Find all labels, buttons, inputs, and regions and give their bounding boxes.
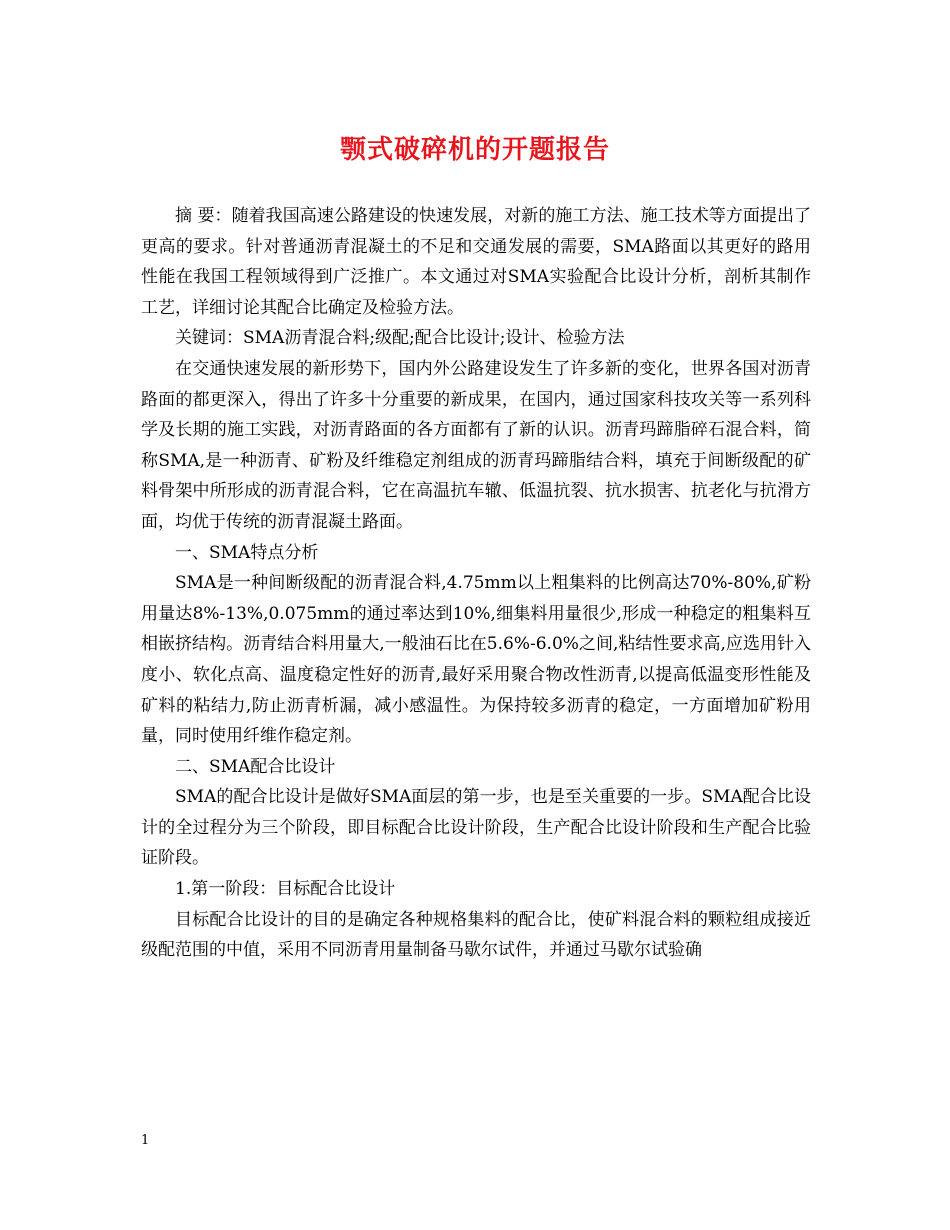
section-heading-2: 二、SMA配合比设计 bbox=[175, 756, 336, 777]
subsection-heading-1: 1.第一阶段：目标配合比设计 bbox=[175, 879, 396, 900]
document-title: 颚式破碎机的开题报告 bbox=[339, 135, 610, 165]
keywords-paragraph: 关键词：SMA沥青混合料;级配;配合比设计;设计、检验方法 bbox=[175, 328, 625, 349]
subsection-1-paragraph: 目标配合比设计的目的是确定各种规格集料的配合比，使矿料混合料的颗粒组成接近级配范围的中值，采用不同沥青用量制备马歇尔试件，并通过马歇尔试验确 bbox=[141, 909, 811, 961]
section-2-paragraph: SMA的配合比设计是做好SMA面层的第一步，也是至关重要的一步。SMA配合比设计的全过程分为三个阶段，即目标配合比设计阶段，生产配合比设计阶段和生产配合比验证阶段。 bbox=[141, 787, 811, 869]
abstract-paragraph: 摘 要：随着我国高速公路建设的快速发展，对新的施工方法、施工技术等方面提出了更高的要求。针对普通沥青混凝土的不足和交通发展的需要，SMA路面以其更好的路用性能在我国工程领域得到广泛推广。本文通过对SMA实验配合比设计分析，剖析其制作工艺，详细讨论其配合比确定及检验方法。 bbox=[141, 206, 811, 318]
page-number: 1 bbox=[141, 1133, 150, 1148]
intro-paragraph: 在交通快速发展的新形势下，国内外公路建设发生了许多新的变化，世界各国对沥青路面的都更深入，得出了许多十分重要的新成果，在国内，通过国家科技攻关等一系列科学及长期的施工实践，对沥青路面的各方面都有了新的认识。沥青玛蹄脂碎石混合料，简称SMA,是一种沥青、矿粉及纤维稳定剂组成的沥青玛蹄脂结合料，填充于间断级配的矿料骨架中所形成的沥青混合料，它在高温抗车辙、低温抗裂、抗水损害、抗老化与抗滑方面，均优于传统的沥青混凝土路面。 bbox=[141, 358, 811, 532]
section-1-paragraph: SMA是一种间断级配的沥青混合料,4.75mm以上粗集料的比例高达70%-80%,矿粉用量达8%-13%,0.075mm的通过率达到10%,细集料用量很少,形成一种稳定的粗集料互相嵌挤结构。沥青结合料用量大,一般油石比在5.6%-6.0%之间,粘结性要求高,应选用针入度小、软化点高、温度稳定性好的沥青,最好采用聚合物改性沥青,以提高低温变形性能及矿料的粘结力,防止沥青析漏，减小感温性。为保持较多沥青的稳定，一方面增加矿粉用量，同时使用纤维作稳定剂。 bbox=[141, 573, 811, 747]
document-body bbox=[141, 201, 811, 966]
section-heading-1: 一、SMA特点分析 bbox=[175, 542, 319, 563]
